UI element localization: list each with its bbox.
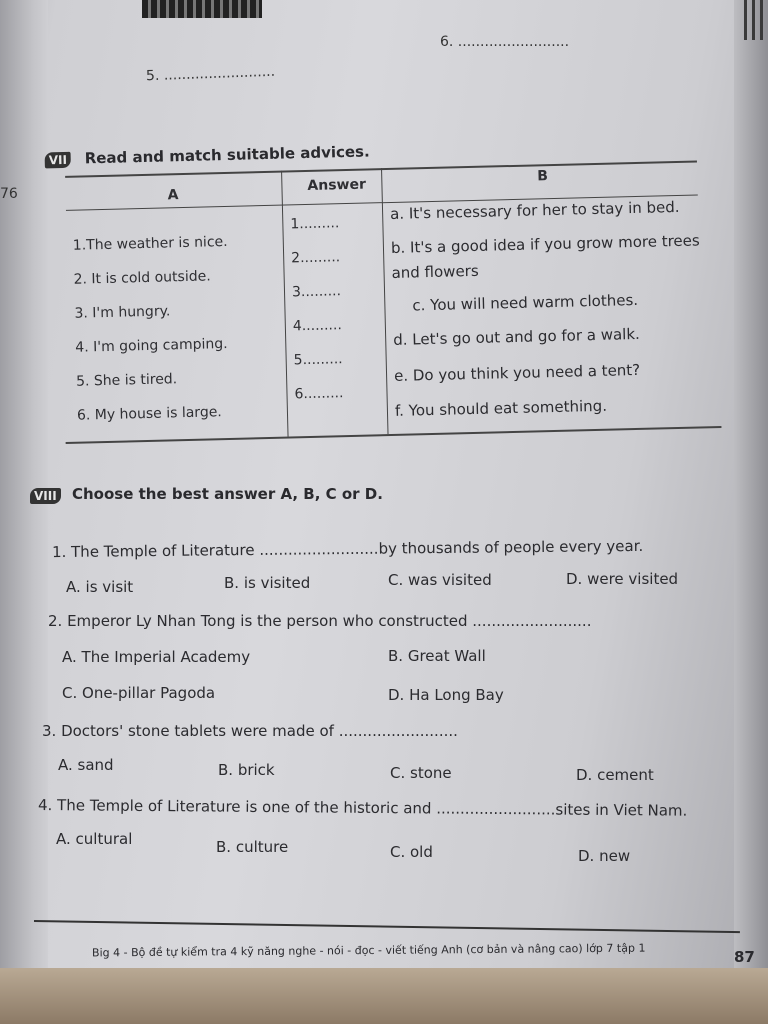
col-a-item: 1.The weather is nice.: [72, 233, 228, 254]
col-b-item: f. You should eat something.: [394, 396, 608, 420]
header-a: A: [167, 187, 179, 204]
option-3c: C. stone: [390, 764, 452, 782]
table-bottom-border: [66, 426, 722, 444]
header-answer: Answer: [307, 176, 367, 194]
section-7: [0, 0, 768, 449]
blank-line-6: 6. .........................: [440, 34, 570, 50]
col-a-item: 6. My house is large.: [76, 404, 222, 424]
footer-text: Big 4 - Bộ đề tự kiểm tra 4 kỹ năng nghe - nói - đọc - viết tiếng Anh (cơ bản và nâng cao) lớp 7 tập 1: [91, 941, 646, 960]
question-1: 1. The Temple of Literature .........................by thousands of people every year.: [51, 536, 644, 562]
option-2b: B. Great Wall: [388, 647, 486, 665]
col-b-item: b. It's a good idea if you grow more trees: [390, 231, 700, 257]
option-4b: B. culture: [216, 838, 289, 856]
option-1c: C. was visited: [388, 571, 492, 589]
option-3d: D. cement: [576, 766, 654, 784]
blank-line-5: 5. .........................: [145, 63, 276, 85]
option-2c: C. One-pillar Pagoda: [62, 684, 216, 702]
option-1d: D. were visited: [566, 570, 679, 588]
question-3: 3. Doctors' stone tablets were made of .........................: [42, 722, 458, 740]
col-a-item: 5. She is tired.: [75, 371, 178, 390]
footer-rule: [34, 920, 740, 933]
option-3a: A. sand: [58, 756, 114, 774]
section-8-title: Choose the best answer A, B, C or D.: [72, 485, 383, 503]
page-number: 87: [734, 948, 755, 966]
answer-blank: 2.........: [291, 249, 341, 267]
option-4d: D. new: [578, 847, 631, 865]
answer-blank: 6.........: [294, 385, 344, 403]
option-4a: A. cultural: [56, 830, 133, 848]
answer-blank: 1.........: [290, 215, 340, 233]
col-b-item: d. Let's go out and go for a walk.: [393, 324, 641, 349]
question-4: 4. The Temple of Literature is one of the historic and .........................sites in Viet Nam.: [37, 796, 688, 820]
answer-blank: 3.........: [291, 283, 342, 301]
col-b-item: e. Do you think you need a tent?: [393, 360, 641, 385]
col-a-item: 2. It is cold outside.: [73, 268, 211, 288]
section-7-badge: VII: [45, 152, 72, 169]
table-surface: [0, 968, 768, 1024]
table-divider-2: [381, 168, 388, 434]
col-a-item: 4. I'm going camping.: [75, 335, 228, 356]
answer-blank: 4.........: [292, 317, 343, 335]
answer-blank: 5.........: [293, 351, 343, 369]
col-b-item: c. You will need warm clothes.: [412, 290, 639, 315]
section-8-badge: VIII: [30, 488, 61, 504]
col-b-item: and flowers: [391, 261, 479, 282]
option-3b: B. brick: [218, 761, 275, 779]
header-b: B: [537, 168, 549, 185]
section-7-title: Read and match suitable advices.: [84, 142, 370, 168]
col-b-item: a. It's necessary for her to stay in bed.: [389, 197, 680, 223]
option-2d: D. Ha Long Bay: [388, 686, 504, 704]
option-1a: A. is visit: [66, 578, 134, 596]
option-4c: C. old: [390, 843, 433, 861]
option-1b: B. is visited: [224, 574, 311, 592]
option-2a: A. The Imperial Academy: [62, 648, 251, 666]
col-a-item: 3. I'm hungry.: [74, 303, 171, 322]
table-divider-1: [281, 171, 288, 437]
facing-page-number: 76: [0, 186, 18, 202]
question-2: 2. Emperor Ly Nhan Tong is the person who constructed .........................: [48, 612, 592, 630]
